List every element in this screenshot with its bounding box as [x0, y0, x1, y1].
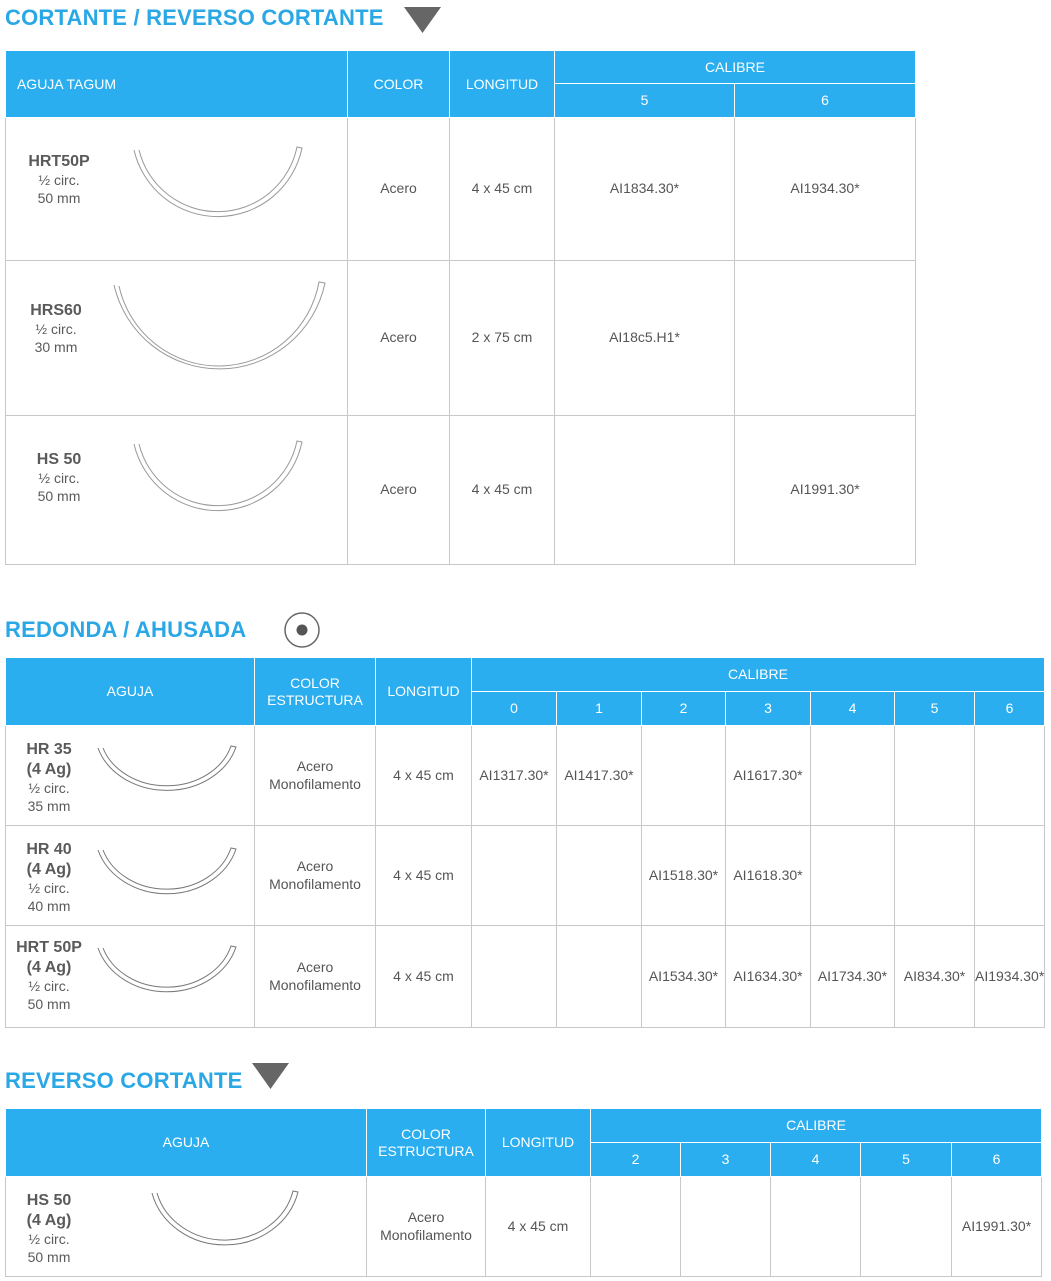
needle-label [14, 740, 84, 815]
needle-label [20, 301, 92, 356]
needle-ag: (4 Ag) [26, 761, 72, 778]
length-cell: 2 x 75 cm [450, 261, 555, 416]
code-cell: AI1734.30* [811, 926, 895, 1028]
code-cell: AI1317.30* [472, 726, 557, 826]
needle-label [14, 840, 84, 915]
header-calibre-5: 5 [861, 1143, 952, 1177]
needle-label [20, 152, 98, 207]
needle-icon [148, 1189, 304, 1263]
needle-circ: ½ circ. [38, 172, 80, 188]
needle-size: 35 mm [27, 797, 71, 814]
code-cell [975, 726, 1045, 826]
section-title-reverso: REVERSO CORTANTE [5, 1068, 243, 1093]
needle-circ: ½ circ. [38, 470, 80, 486]
needle-name: HRT50P [28, 153, 90, 170]
header-calibre-5: 5 [895, 692, 975, 726]
needle-name: HR 40 [26, 841, 72, 858]
header-calibre-5: 5 [555, 84, 735, 118]
code-cell: AI1991.30* [952, 1177, 1042, 1277]
code-cell [557, 926, 642, 1028]
header-calibre-3: 3 [726, 692, 811, 726]
code-cell: AI1834.30* [555, 118, 735, 261]
needle-ag: (4 Ag) [26, 1212, 72, 1229]
header-calibre-4: 4 [771, 1143, 861, 1177]
header-calibre-6: 6 [975, 692, 1045, 726]
needle-size: 50 mm [37, 189, 81, 206]
code-cell [472, 926, 557, 1028]
header-color: COLOR [348, 51, 450, 118]
color-cell: Acero [348, 118, 450, 261]
code-cell [591, 1177, 681, 1277]
header-calibre: CALIBRE [555, 51, 916, 84]
code-cell [681, 1177, 771, 1277]
section-title-cortante: CORTANTE / REVERSO CORTANTE [5, 5, 384, 30]
needle-cell [6, 926, 255, 1028]
header-calibre-4: 4 [811, 692, 895, 726]
needle-size: 30 mm [34, 338, 78, 355]
code-cell: AI1518.30* [642, 826, 726, 926]
code-cell: AI1417.30* [557, 726, 642, 826]
header-color-structure: COLOR ESTRUCTURA [255, 658, 376, 726]
table-row [6, 826, 1045, 926]
table-row [6, 261, 916, 416]
needle-icon [94, 944, 242, 1012]
table-row [6, 416, 916, 565]
needle-size: 50 mm [27, 1248, 71, 1265]
table-row [6, 726, 1045, 826]
header-length: LONGITUD [486, 1109, 591, 1177]
table-reverso [5, 1108, 1042, 1277]
needle-circ: ½ circ. [28, 1231, 70, 1247]
needle-circ: ½ circ. [28, 780, 70, 796]
header-calibre-0: 0 [472, 692, 557, 726]
header-calibre-3: 3 [681, 1143, 771, 1177]
header-calibre-2: 2 [642, 692, 726, 726]
needle-ag: (4 Ag) [26, 959, 72, 976]
needle-label [10, 938, 88, 1013]
needle-cell [6, 261, 348, 416]
color-cell: Acero Monofilamento [255, 926, 376, 1028]
table-row [6, 926, 1045, 1028]
needle-cell [6, 118, 348, 261]
length-cell: 4 x 45 cm [486, 1177, 591, 1277]
table-cortante [5, 50, 916, 565]
length-cell: 4 x 45 cm [376, 826, 472, 926]
header-length: LONGITUD [376, 658, 472, 726]
needle-icon [94, 846, 242, 914]
header-calibre-6: 6 [952, 1143, 1042, 1177]
code-cell: AI1618.30* [726, 826, 811, 926]
length-cell: 4 x 45 cm [376, 726, 472, 826]
header-needle: AGUJA [6, 1109, 367, 1177]
needle-name: HRT 50P [16, 939, 82, 956]
needle-icon [94, 744, 242, 810]
color-cell: Acero Monofilamento [255, 726, 376, 826]
needle-size: 40 mm [27, 897, 71, 914]
code-cell: AI1934.30* [975, 926, 1045, 1028]
header-needle: AGUJA [6, 658, 255, 726]
needle-icon [130, 146, 310, 241]
needle-cell [6, 1177, 367, 1277]
color-cell: Acero [348, 261, 450, 416]
code-cell: AI1534.30* [642, 926, 726, 1028]
needle-size: 50 mm [27, 995, 71, 1012]
code-cell [472, 826, 557, 926]
table-row [6, 118, 916, 261]
color-cell: Acero [348, 416, 450, 565]
header-calibre-6: 6 [735, 84, 916, 118]
header-calibre-1: 1 [557, 692, 642, 726]
header-needle: AGUJA TAGUM [6, 51, 348, 118]
code-cell [555, 416, 735, 565]
code-cell [735, 261, 916, 416]
color-cell: Acero Monofilamento [255, 826, 376, 926]
code-cell [811, 826, 895, 926]
section-title-redonda: REDONDA / AHUSADA [5, 617, 247, 642]
header-color-structure: COLOR ESTRUCTURA [367, 1109, 486, 1177]
table-row [6, 1177, 1042, 1277]
needle-name: HR 35 [26, 741, 72, 758]
needle-icon [110, 281, 330, 393]
needle-cell [6, 726, 255, 826]
code-cell [861, 1177, 952, 1277]
code-cell: AI1934.30* [735, 118, 916, 261]
length-cell: 4 x 45 cm [376, 926, 472, 1028]
needle-label [20, 450, 98, 505]
header-calibre: CALIBRE [472, 658, 1045, 692]
code-cell [895, 826, 975, 926]
color-cell: Acero Monofilamento [367, 1177, 486, 1277]
needle-cell [6, 826, 255, 926]
needle-name: HS 50 [36, 451, 82, 468]
code-cell: AI1617.30* [726, 726, 811, 826]
length-cell: 4 x 45 cm [450, 416, 555, 565]
needle-label [16, 1191, 82, 1266]
code-cell: AI1991.30* [735, 416, 916, 565]
code-cell [642, 726, 726, 826]
code-cell [895, 726, 975, 826]
needle-circ: ½ circ. [35, 321, 77, 337]
needle-circ: ½ circ. [28, 880, 70, 896]
code-cell [557, 826, 642, 926]
header-calibre-2: 2 [591, 1143, 681, 1177]
code-cell [811, 726, 895, 826]
needle-name: HS 50 [26, 1192, 72, 1209]
code-cell [771, 1177, 861, 1277]
needle-ag: (4 Ag) [26, 861, 72, 878]
needle-circ: ½ circ. [28, 978, 70, 994]
needle-size: 50 mm [37, 487, 81, 504]
needle-icon [130, 440, 310, 535]
circle-dot-icon [283, 611, 321, 649]
header-calibre: CALIBRE [591, 1109, 1042, 1143]
header-length: LONGITUD [450, 51, 555, 118]
table-redonda [5, 657, 1045, 1028]
length-cell: 4 x 45 cm [450, 118, 555, 261]
code-cell: AI18c5.H1* [555, 261, 735, 416]
code-cell [975, 826, 1045, 926]
triangle-down-icon [404, 7, 441, 33]
needle-cell [6, 416, 348, 565]
code-cell: AI834.30* [895, 926, 975, 1028]
needle-name: HRS60 [30, 302, 82, 319]
code-cell: AI1634.30* [726, 926, 811, 1028]
triangle-down-icon [252, 1063, 289, 1089]
